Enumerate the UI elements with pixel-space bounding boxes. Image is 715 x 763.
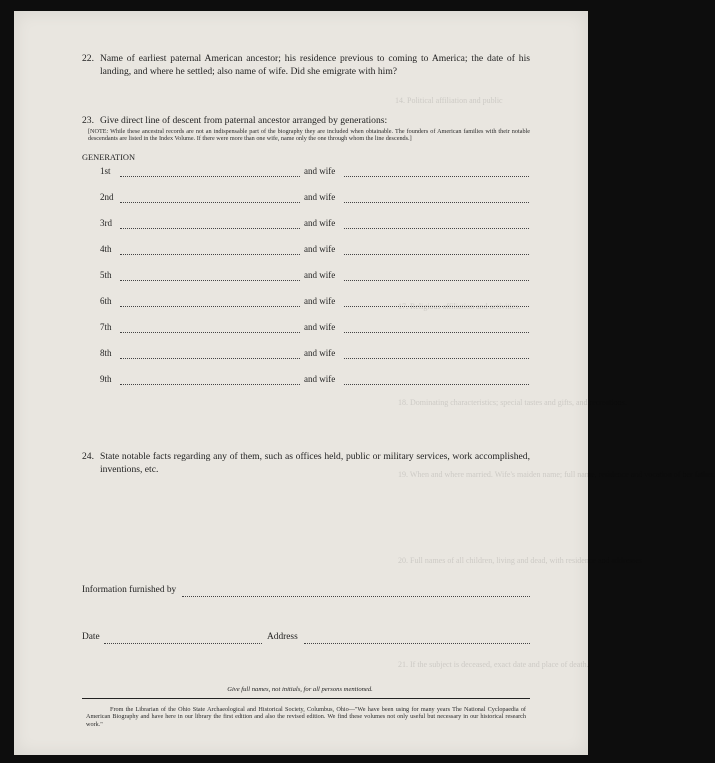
footer-rule	[82, 698, 530, 699]
generation-row	[82, 218, 532, 230]
date-line[interactable]	[104, 643, 262, 644]
ancestor-name-line[interactable]	[120, 280, 300, 281]
bleed-through-text: 14. Political affiliation and public	[395, 96, 503, 105]
generation-ordinal: 2nd	[100, 192, 114, 202]
and-wife-label: and wife	[304, 374, 336, 384]
generation-row	[82, 244, 532, 256]
wife-name-line[interactable]	[344, 280, 529, 281]
wife-name-line[interactable]	[344, 228, 529, 229]
ancestor-name-line[interactable]	[120, 358, 300, 359]
and-wife-label: and wife	[304, 218, 336, 228]
and-wife-label: and wife	[304, 270, 336, 280]
generation-ordinal: 6th	[100, 296, 112, 306]
question-text: State notable facts regarding any of them, such as offices held, public or military services, work accomplished, inventions, etc.	[100, 451, 530, 475]
wife-name-line[interactable]	[344, 332, 529, 333]
wife-name-line[interactable]	[344, 384, 529, 385]
generation-ordinal: 3rd	[100, 218, 112, 228]
ancestor-name-line[interactable]	[120, 202, 300, 203]
generation-row	[82, 296, 532, 308]
wife-name-line[interactable]	[344, 358, 529, 359]
question-number: 22.	[82, 53, 94, 64]
ancestor-name-line[interactable]	[120, 384, 300, 385]
ancestor-name-line[interactable]	[120, 228, 300, 229]
bleed-through-text: 18. Dominating characteristics; special tastes and gifts, and recreations.	[398, 398, 627, 407]
bleed-through-text: 19. When and where married. Wife's maiden name; full name, residence and vocation of her father.	[398, 470, 715, 479]
ancestor-name-line[interactable]	[120, 306, 300, 307]
generation-ordinal: 9th	[100, 374, 112, 384]
testimonial-footer	[86, 706, 526, 728]
address-label: Address	[267, 632, 298, 642]
wife-name-line[interactable]	[344, 306, 529, 307]
generation-ordinal: 8th	[100, 348, 112, 358]
question-23	[82, 114, 530, 128]
and-wife-label: and wife	[304, 244, 336, 254]
generation-heading: GENERATION	[82, 153, 136, 162]
generation-row	[82, 192, 532, 204]
question-text: Give direct line of descent from paternal ancestor arranged by generations:	[100, 115, 388, 126]
bleed-through-text: 21. If the subject is deceased, exact date and place of death.	[398, 660, 589, 669]
generation-row	[82, 322, 532, 334]
and-wife-label: and wife	[304, 322, 336, 332]
generation-ordinal: 4th	[100, 244, 112, 254]
generation-row	[82, 270, 532, 282]
ancestor-name-line[interactable]	[120, 176, 300, 177]
date-label: Date	[82, 632, 100, 642]
generation-row	[82, 348, 532, 360]
question-number: 24.	[82, 451, 94, 462]
question-number: 23.	[82, 115, 94, 126]
information-furnished-label: Information furnished by	[82, 585, 177, 595]
question-24	[82, 450, 530, 478]
ancestor-name-line[interactable]	[120, 332, 300, 333]
bleed-through-text: 20. Full names of all children, living and dead, with residence and addresses	[398, 556, 643, 565]
and-wife-label: and wife	[304, 296, 336, 306]
and-wife-label: and wife	[304, 192, 336, 202]
ancestor-name-line[interactable]	[120, 254, 300, 255]
and-wife-label: and wife	[304, 348, 336, 358]
generation-ordinal: 7th	[100, 322, 112, 332]
address-line[interactable]	[304, 643, 530, 644]
question-text: Name of earliest paternal American ancestor; his residence previous to coming to America; the date of his landing, and where he settled; also name of wife. Did she emigrate with him?	[100, 53, 530, 77]
generation-row	[82, 166, 532, 178]
and-wife-label: and wife	[304, 166, 336, 176]
generation-ordinal: 5th	[100, 270, 112, 280]
question-22	[82, 52, 530, 80]
testimonial-text: From the Librarian of the Ohio State Archaeological and Historical Society, Columbus, Ohio—"We have been using for many years The National Cyclopaedia of American Biography and have here in our library the first edition and also the revised edition. We find these volumes not only useful but necessary in our historical research work."	[86, 706, 526, 728]
bleed-through-text: 17. Religious affiliation and activities.	[398, 302, 521, 311]
wife-name-line[interactable]	[344, 254, 529, 255]
wife-name-line[interactable]	[344, 176, 529, 177]
wife-name-line[interactable]	[344, 202, 529, 203]
generation-ordinal: 1st	[100, 166, 111, 176]
generation-row	[82, 374, 532, 386]
full-names-instruction: Give full names, not initials, for all persons mentioned.	[227, 686, 373, 693]
ancestry-note: [NOTE: While these ancestral records are not an indispensable part of the biography they are included when obtainable. The founders of American families with their notable descendants are listed in the Index Volume. If there were more than one wife, name only the one through whom the line descends.]	[88, 128, 530, 143]
information-furnished-line[interactable]	[182, 596, 530, 597]
